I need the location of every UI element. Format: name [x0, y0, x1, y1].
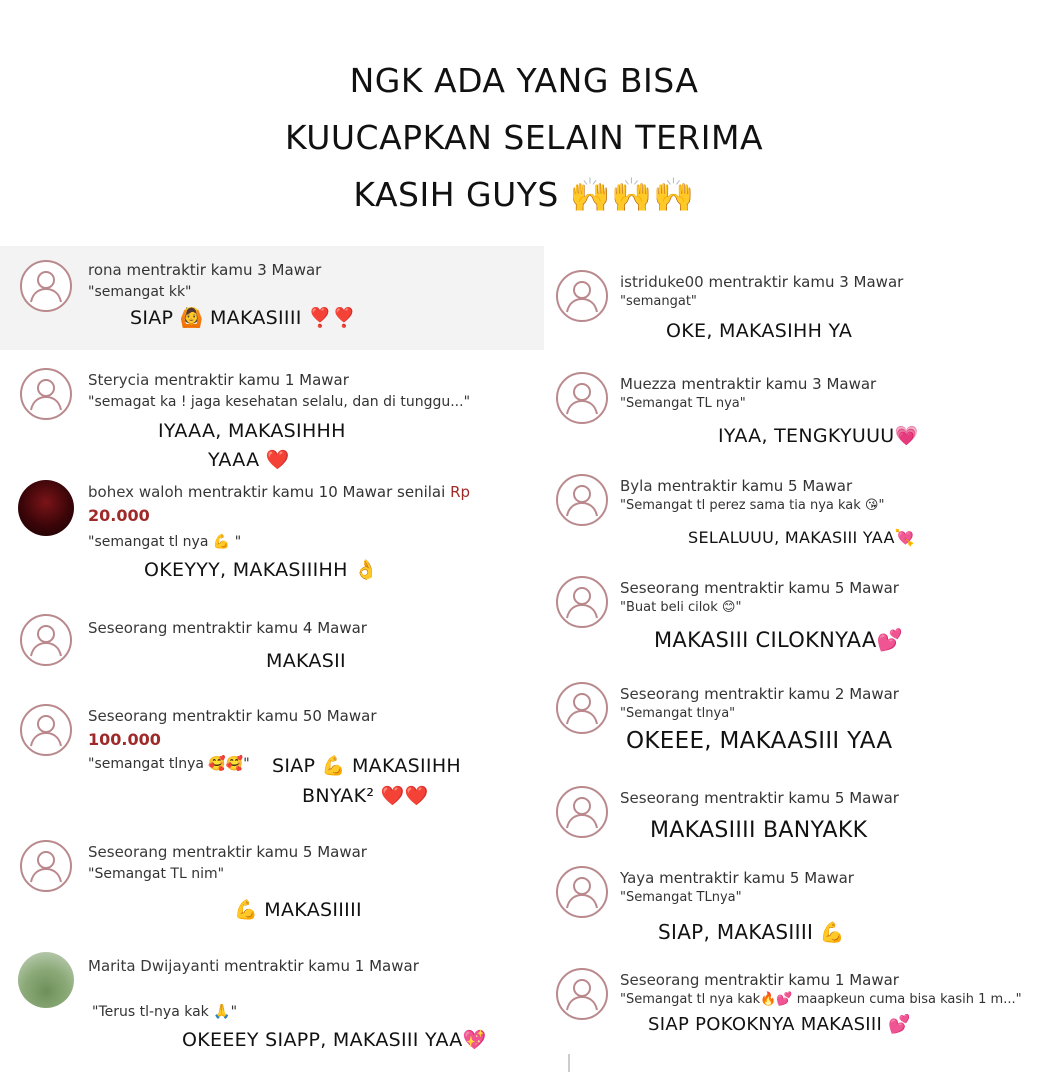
headline-line-3: KASIH GUYS 🙌🙌🙌	[353, 175, 695, 214]
gift-action: mentraktir kamu 3 Mawar	[703, 273, 904, 291]
default-avatar-icon[interactable]	[556, 270, 608, 322]
divider-line	[568, 1054, 570, 1072]
username[interactable]: Seseorang	[88, 619, 168, 637]
default-avatar-icon[interactable]	[556, 474, 608, 526]
gift-meta	[88, 370, 349, 390]
reply-text: SIAP, MAKASIIII 💪	[658, 920, 846, 944]
gift-action: mentraktir kamu 5 Mawar	[699, 579, 899, 597]
username[interactable]: Seseorang	[620, 685, 700, 703]
reply-text-2: YAAA ❤️	[208, 449, 290, 471]
default-avatar-icon[interactable]	[20, 260, 72, 312]
username[interactable]: Seseorang	[620, 579, 700, 597]
reply-text: OKE, MAKASIHH YA	[666, 320, 853, 342]
username[interactable]: istriduke00	[620, 273, 704, 291]
gift-action: mentraktir kamu 1 Mawar	[699, 971, 899, 989]
gift-action: mentraktir kamu 5 Mawar	[699, 789, 899, 807]
gift-meta	[88, 618, 367, 638]
left-gift-list	[0, 246, 572, 1072]
reply-text: MAKASII	[266, 650, 346, 672]
gift-meta	[88, 260, 321, 280]
currency-label: Rp	[450, 483, 471, 501]
username[interactable]: Yaya	[620, 869, 655, 887]
gift-action: mentraktir kamu 5 Mawar	[654, 869, 854, 887]
default-avatar-icon[interactable]	[556, 786, 608, 838]
gift-message: "semangat tlnya 🥰🥰"	[88, 756, 250, 772]
gift-meta	[620, 970, 899, 990]
default-avatar-icon[interactable]	[20, 704, 72, 756]
username[interactable]: Seseorang	[620, 789, 700, 807]
gift-message: "Semangat tl perez sama tia nya kak 😘"	[620, 498, 885, 513]
gift-message: "Semangat TL nim"	[88, 866, 225, 882]
default-avatar-icon[interactable]	[556, 372, 608, 424]
user-photo-avatar[interactable]	[18, 480, 74, 536]
username[interactable]: rona	[88, 261, 122, 279]
gift-amount: 20.000	[88, 506, 150, 525]
gift-message: "Semangat tlnya"	[620, 706, 736, 721]
gift-message: "Buat beli cilok 😊"	[620, 600, 742, 615]
gift-meta	[620, 578, 899, 598]
username[interactable]: Marita Dwijayanti	[88, 957, 220, 975]
right-gift-list	[546, 256, 1048, 1082]
reply-text: SELALUUU, MAKASIII YAA💘	[688, 528, 915, 547]
username[interactable]: bohex waloh	[88, 483, 184, 501]
gift-message: "semangat kk"	[88, 284, 192, 300]
gift-meta	[88, 842, 367, 862]
gift-action: mentraktir kamu 1 Mawar	[149, 371, 349, 389]
gift-message: "semangat tl nya 💪 "	[88, 534, 242, 550]
reply-text-2: BNYAK² ❤️❤️	[302, 785, 429, 807]
reply-text: OKEEE, MAKAASIII YAA	[626, 728, 893, 754]
default-avatar-icon[interactable]	[556, 866, 608, 918]
username[interactable]: Byla	[620, 477, 653, 495]
gift-action: mentraktir kamu 3 Mawar	[676, 375, 877, 393]
gift-action: mentraktir kamu 5 Mawar	[652, 477, 853, 495]
reply-text: SIAP 💪 MAKASIIHH	[272, 755, 462, 777]
gift-action: mentraktir kamu 10 Mawar senilai	[183, 483, 451, 501]
reply-text: IYAAA, MAKASIHHH	[158, 420, 346, 442]
gift-message: "semangat"	[620, 294, 697, 309]
gift-meta	[88, 706, 377, 726]
reply-text: MAKASIIII BANYAKK	[650, 818, 868, 843]
reply-text: OKEEEY SIAPP, MAKASIII YAA💖	[182, 1029, 487, 1051]
gift-message: "Terus tl-nya kak 🙏"	[92, 1004, 238, 1020]
gift-meta	[620, 788, 899, 808]
gift-action: mentraktir kamu 1 Mawar	[219, 957, 419, 975]
gift-action: mentraktir kamu 3 Mawar	[121, 261, 322, 279]
username[interactable]: Seseorang	[620, 971, 700, 989]
gift-action: mentraktir kamu 4 Mawar	[167, 619, 367, 637]
gift-action: mentraktir kamu 50 Mawar	[167, 707, 377, 725]
reply-text: OKEYYY, MAKASIIIHH 👌	[144, 559, 378, 581]
gift-meta	[620, 476, 852, 496]
reply-text: SIAP POKOKNYA MAKASIII 💕	[648, 1014, 911, 1035]
username[interactable]: Seseorang	[88, 707, 168, 725]
headline-line-1: NGK ADA YANG BISA	[349, 61, 699, 100]
gift-meta	[620, 374, 876, 394]
reply-text: IYAA, TENGKYUUU💗	[718, 425, 919, 447]
reply-text: MAKASIII CILOKNYAA💕	[654, 628, 904, 652]
gift-meta	[620, 868, 854, 888]
gift-meta	[88, 956, 419, 976]
username[interactable]: Seseorang	[88, 843, 168, 861]
gift-meta	[620, 684, 899, 704]
gift-message: "Semangat TLnya"	[620, 890, 742, 905]
headline-line-2: KUUCAPKAN SELAIN TERIMA	[284, 118, 764, 157]
reply-text: SIAP 🙆 MAKASIIII ❣️❣️	[130, 307, 356, 329]
username[interactable]: Muezza	[620, 375, 677, 393]
headline	[0, 52, 1048, 223]
gift-message: "Semangat TL nya"	[620, 396, 746, 411]
gift-action: mentraktir kamu 5 Mawar	[167, 843, 367, 861]
default-avatar-icon[interactable]	[20, 614, 72, 666]
user-photo-avatar[interactable]	[18, 952, 74, 1008]
gift-meta	[620, 272, 903, 292]
username[interactable]: Sterycia	[88, 371, 150, 389]
gift-amount: 100.000	[88, 730, 161, 749]
gift-meta	[88, 482, 470, 502]
default-avatar-icon[interactable]	[556, 682, 608, 734]
default-avatar-icon[interactable]	[20, 368, 72, 420]
default-avatar-icon[interactable]	[20, 840, 72, 892]
gift-action: mentraktir kamu 2 Mawar	[699, 685, 899, 703]
reply-text: 💪 MAKASIIIII	[234, 899, 362, 921]
default-avatar-icon[interactable]	[556, 576, 608, 628]
gift-message: "Semangat tl nya kak🔥💕 maapkeun cuma bisa kasih 1 m..."	[620, 992, 1022, 1007]
gift-message: "semagat ka ! jaga kesehatan selalu, dan di tunggu..."	[88, 394, 471, 410]
default-avatar-icon[interactable]	[556, 968, 608, 1020]
